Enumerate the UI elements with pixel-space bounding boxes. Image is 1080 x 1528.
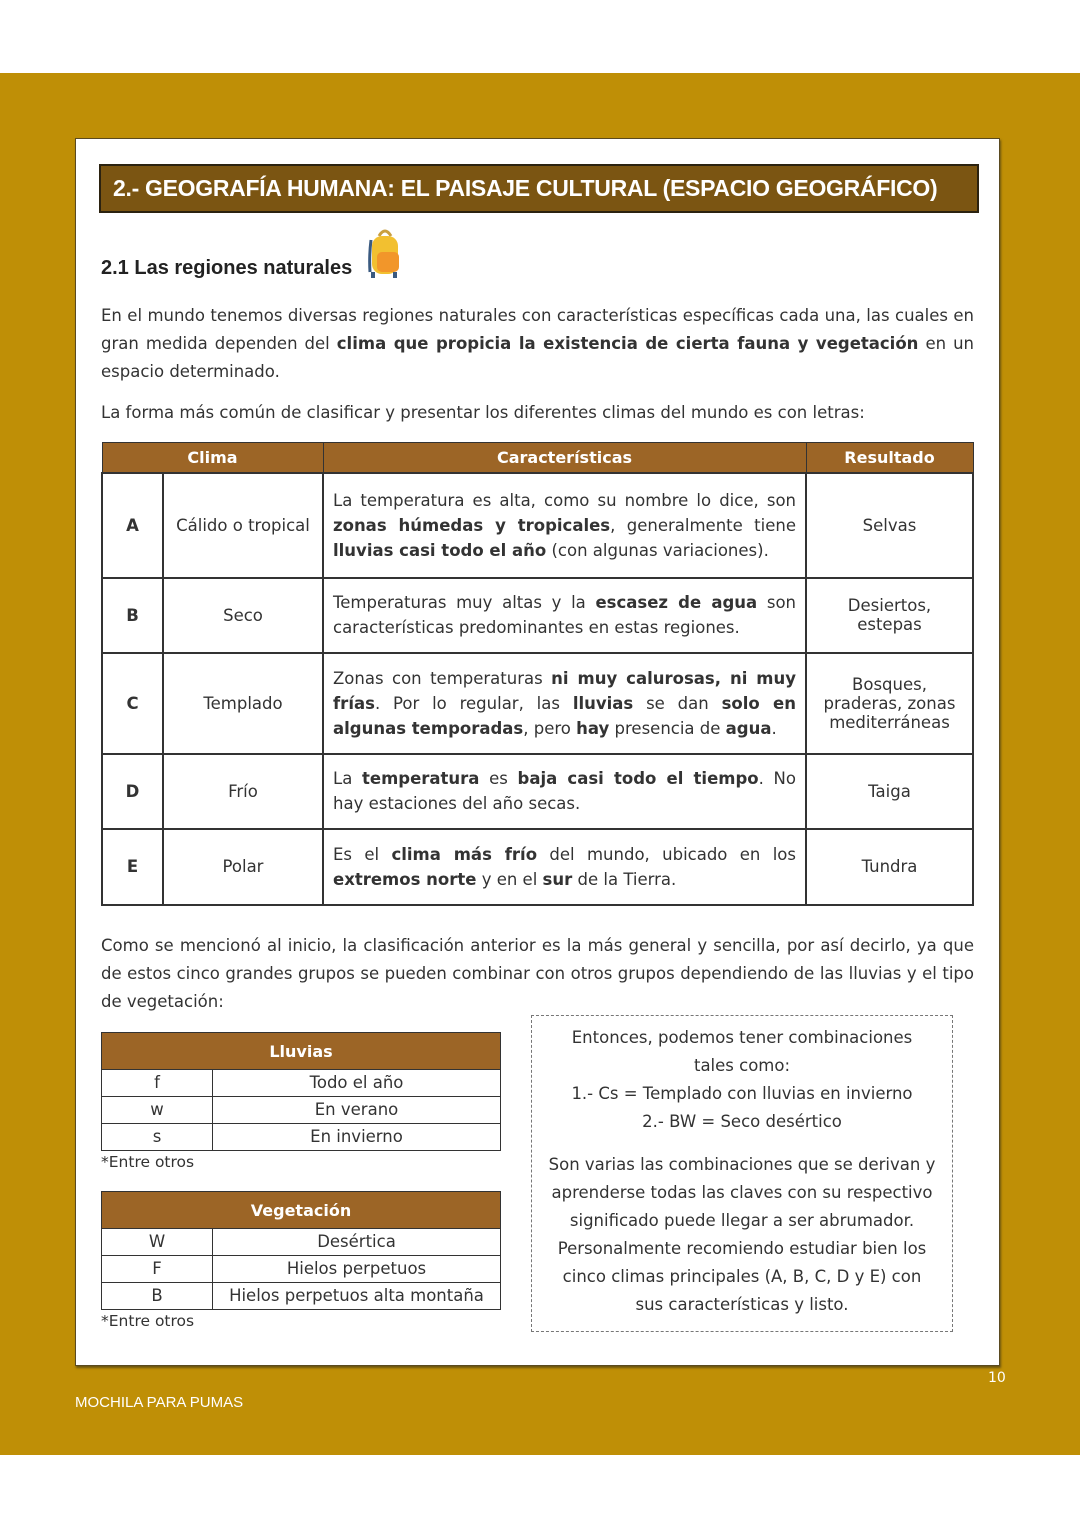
text-span: son características predominantes en estas regiones. (333, 593, 796, 637)
bold-text: solo en algunas temporadas (333, 693, 796, 738)
text-span: de la Tierra. (572, 869, 677, 889)
code-letter: f (102, 1070, 213, 1097)
climate-result: Taiga (806, 754, 973, 829)
note-line: significado puede llegar a ser abrumador. (569, 1211, 915, 1230)
climate-table (101, 442, 974, 906)
intro-paragraph (101, 302, 974, 386)
text-span: Es el (333, 844, 392, 864)
note-line: aprenderse todas las claves con su respectivo (551, 1183, 933, 1202)
note-line: cinco climas principales (A, B, C, D y E) con (562, 1267, 922, 1286)
code-row (102, 1097, 501, 1124)
rain-note: *Entre otros (101, 1153, 195, 1171)
col-header-caracteristicas: Características (323, 443, 806, 473)
footer-brand: MOCHILA PARA PUMAS (75, 1394, 244, 1411)
col-header-clima: Clima (102, 443, 323, 473)
climate-description (323, 578, 806, 653)
lead-paragraph: La forma más común de clasificar y presentar los diferentes climas del mundo es con letras: (101, 403, 865, 422)
bold-text: temperatura (361, 769, 480, 788)
text-span: es (479, 769, 518, 788)
after-paragraph: Como se mencionó al inicio, la clasificación anterior es la más general y sencilla, por así decirlo, ya que de estos cinco grandes grupos se pueden combinar con otros grupos dependiendo de las lluvias y el tipo de vegetación: (101, 936, 974, 1011)
climate-description (323, 473, 806, 578)
bold-text: clima más frío (391, 844, 538, 864)
climate-letter: D (102, 754, 163, 829)
code-meaning: En invierno (213, 1124, 501, 1151)
code-meaning: Hielos perpetuos alta montaña (213, 1283, 501, 1310)
text-span: Zonas con temperaturas (333, 668, 552, 688)
code-meaning: Hielos perpetuos (213, 1256, 501, 1283)
code-meaning: Todo el año (213, 1070, 501, 1097)
climate-result: Tundra (806, 829, 973, 905)
text-span: . (771, 718, 777, 738)
page-number: 10 (988, 1370, 1006, 1386)
code-letter: w (102, 1097, 213, 1124)
climate-letter: B (102, 578, 163, 653)
text-span: La temperatura es alta, como su nombre lo dice, son (333, 490, 796, 510)
climate-letter: A (102, 473, 163, 578)
text-span: , generalmente tiene (610, 515, 796, 535)
note-line: Son varias las combinaciones que se derivan y (548, 1155, 936, 1174)
col-header-resultado: Resultado (806, 443, 973, 473)
climate-name: Frío (163, 754, 323, 829)
bold-text: escasez de agua (595, 593, 758, 612)
chapter-title: 2.- GEOGRAFÍA HUMANA: EL PAISAJE CULTURAL (ESPACIO GEOGRÁFICO) (99, 164, 979, 213)
section-title: 2.1 Las regiones naturales (101, 257, 353, 279)
climate-row (102, 829, 973, 905)
text-span: Temperaturas muy altas y la (333, 593, 596, 612)
code-row (102, 1124, 501, 1151)
text-span: y en el (476, 869, 543, 889)
code-row (102, 1283, 501, 1310)
climate-row (102, 754, 973, 829)
climate-name: Polar (163, 829, 323, 905)
backpack-icon (365, 226, 405, 284)
bold-text: ni muy calurosas, ni muy frías (333, 668, 796, 713)
text-span: En el mundo tenemos diversas regiones naturales con características específicas cada una, las cuales en gran medida dependen del (101, 306, 974, 353)
climate-description (323, 829, 806, 905)
text-span: en un espacio determinado. (101, 334, 975, 381)
text-span: , pero (523, 718, 577, 738)
bold-text: extremos norte (333, 869, 477, 889)
text-span: . Por lo regular, las (374, 693, 573, 713)
bold-text: zonas húmedas y tropicales (333, 515, 611, 535)
rain-table (101, 1032, 501, 1151)
bold-text: baja casi todo el tiempo (517, 769, 759, 788)
note-line: Personalmente recomiendo estudiar bien los (557, 1239, 927, 1258)
code-letter: B (102, 1283, 213, 1310)
text-span: presencia de (609, 718, 726, 738)
text-span: La (333, 769, 362, 788)
climate-description (323, 754, 806, 829)
code-row (102, 1256, 501, 1283)
climate-letter: E (102, 829, 163, 905)
text-span: se dan (633, 693, 722, 713)
code-letter: F (102, 1256, 213, 1283)
vegetation-table (101, 1191, 501, 1310)
code-row (102, 1229, 501, 1256)
note-line: sus características y listo. (635, 1295, 849, 1314)
climate-row (102, 473, 973, 578)
vegetation-note: *Entre otros (101, 1312, 195, 1330)
bold-text: hay (576, 718, 610, 738)
bold-text: lluvias (572, 693, 634, 713)
code-row (102, 1070, 501, 1097)
climate-row (102, 578, 973, 653)
bold-text: lluvias casi todo el año (333, 540, 547, 560)
code-letter: s (102, 1124, 213, 1151)
climate-row (102, 653, 973, 754)
note-line: Entonces, podemos tener combinaciones (571, 1028, 913, 1047)
text-span: del mundo, ubicado en los (537, 844, 796, 864)
code-meaning: En verano (213, 1097, 501, 1124)
climate-name: Cálido o tropical (163, 473, 323, 578)
text-span: . No hay estaciones del año secas. (333, 769, 796, 813)
bold-text: sur (542, 869, 573, 889)
combinations-note-box (531, 1015, 953, 1332)
code-letter: W (102, 1229, 213, 1256)
climate-letter: C (102, 653, 163, 754)
note-line: tales como: (693, 1056, 791, 1075)
bold-text: clima que propicia la existencia de cierta fauna y vegetación (336, 334, 919, 353)
note-line: 1.- Cs = Templado con lluvias en invierno (571, 1084, 913, 1103)
note-line: 2.- BW = Seco desértico (642, 1112, 842, 1131)
climate-result: Desiertos, estepas (806, 578, 973, 653)
climate-result: Bosques, praderas, zonas mediterráneas (806, 653, 973, 754)
climate-description (323, 653, 806, 754)
climate-name: Seco (163, 578, 323, 653)
bold-text: agua (725, 718, 772, 738)
vegetation-table-title: Vegetación (102, 1192, 501, 1229)
rain-table-title: Lluvias (102, 1033, 501, 1070)
code-meaning: Desértica (213, 1229, 501, 1256)
text-span: (con algunas variaciones). (546, 540, 769, 560)
climate-name: Templado (163, 653, 323, 754)
climate-result: Selvas (806, 473, 973, 578)
